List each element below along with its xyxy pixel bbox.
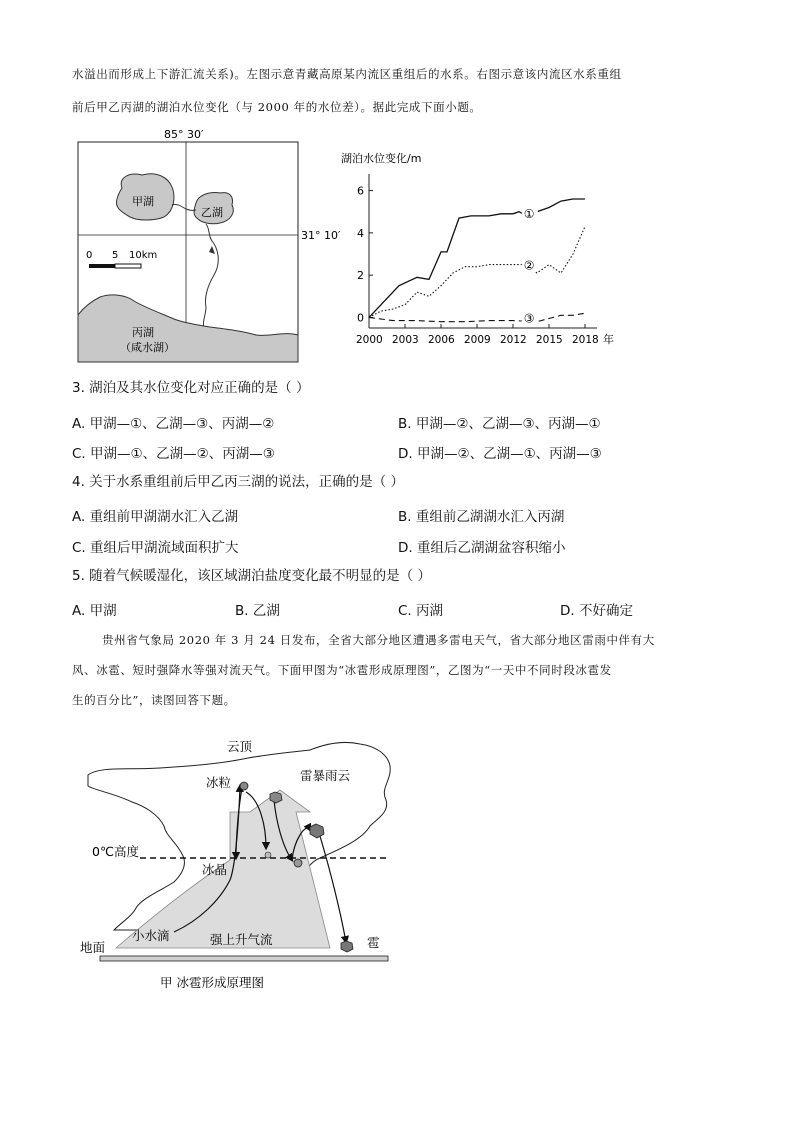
scale-0: 0: [86, 250, 93, 261]
lake-bing-note: （咸水湖）: [120, 341, 175, 354]
ground-label: 地面: [80, 940, 106, 955]
hailstone: [341, 941, 353, 952]
growing-hail-3: [310, 824, 324, 838]
ice-crystal-label: 冰晶: [202, 862, 228, 877]
q3-option-a[interactable]: A. 甲湖—①、乙湖—③、丙湖—②: [72, 416, 275, 432]
lake-bing: [78, 295, 298, 362]
river: [203, 224, 218, 329]
updraft-label: 强上升气流: [210, 932, 273, 947]
passage2-line-2: 风、冰雹、短时强降水等强对流天气。下面甲图为“冰雹形成原理图”，乙图为“一天中不同时段冰雹发: [72, 663, 612, 677]
hail-label: 雹: [367, 935, 380, 950]
series-line-1: [369, 199, 585, 317]
ice-pellet-particle: [240, 782, 248, 790]
q5-option-d[interactable]: D. 不好确定: [560, 603, 633, 619]
lake-bing-label: 丙湖: [132, 326, 154, 339]
diagram-caption: 甲 冰雹形成原理图: [160, 975, 264, 990]
lake-yi-label: 乙湖: [201, 206, 223, 219]
passage2-line-3: 生的百分比”，读图回答下题。: [72, 693, 236, 707]
jia-yi-channel: [172, 204, 196, 210]
y-tick-label-3: 6: [357, 184, 364, 198]
chart-title: 湖泊水位变化/m: [341, 152, 422, 165]
growing-hail-2: [294, 859, 302, 867]
series-label-3: ③: [523, 311, 535, 326]
x-tick-label-2: 2006: [428, 334, 455, 346]
scale-white: [115, 264, 141, 268]
q4-option-d[interactable]: D. 重组后乙湖湖盆容积缩小: [398, 540, 566, 556]
scale-10: 10km: [129, 250, 158, 261]
q4-option-b[interactable]: B. 重组前乙湖湖水汇入丙湖: [398, 509, 565, 525]
ground-bar: [100, 956, 388, 961]
q5-option-c[interactable]: C. 丙湖: [398, 603, 444, 619]
latitude-label: 31° 10′: [301, 229, 341, 242]
x-tick-label-4: 2012: [500, 334, 527, 346]
series-line-3: [369, 313, 585, 322]
intro-line-2: 前后甲乙丙湖的湖泊水位变化（与 2000 年的水位差）。据此完成下面小题。: [72, 100, 482, 114]
q5-option-b[interactable]: B. 乙湖: [235, 603, 280, 619]
passage2-line-1: 贵州省气象局 2020 年 3 月 24 日发布，全省大部分地区遭遇多雷电天气，省大部分地区雷雨中伴有大: [102, 633, 655, 647]
y-tick-label-0: 0: [357, 311, 364, 325]
scale-5: 5: [112, 250, 119, 261]
x-tick-label-0: 2000: [356, 334, 383, 346]
q5-option-a[interactable]: A. 甲湖: [72, 603, 117, 619]
longitude-label: 85° 30′: [164, 128, 204, 141]
q3-stem: 3. 湖泊及其水位变化对应正确的是（ ）: [72, 380, 310, 396]
river-arrow: [209, 246, 215, 254]
x-tick-label-3: 2009: [464, 334, 491, 346]
lake-jia-label: 甲湖: [132, 195, 154, 208]
q3-option-b[interactable]: B. 甲湖—②、乙湖—③、丙湖—①: [398, 416, 601, 432]
hail-formation-diagram: [70, 730, 410, 1000]
droplet-label: 小水滴: [132, 928, 170, 943]
chart-layer: [356, 174, 614, 346]
series-label-1: ①: [523, 206, 535, 221]
lake-map: [70, 125, 341, 370]
series-line-2: [369, 227, 585, 318]
x-unit-label: 年: [603, 333, 614, 346]
scale-bar: [86, 250, 157, 268]
y-tick-label-2: 4: [357, 226, 364, 240]
intro-line-1: 水溢出而形成上下游汇流关系)。左图示意青藏高原某内流区重组后的水系。右图示意该内流区水系重组: [72, 67, 622, 81]
y-tick-label-1: 2: [357, 269, 364, 283]
lake-level-chart: [335, 140, 625, 360]
q3-option-d[interactable]: D. 甲湖—②、乙湖—①、丙湖—③: [398, 446, 602, 462]
q4-option-c[interactable]: C. 重组后甲湖流域面积扩大: [72, 540, 239, 556]
x-tick-label-1: 2003: [392, 334, 419, 346]
ice-pellet-label: 冰粒: [206, 775, 232, 790]
q4-stem: 4. 关于水系重组前后甲乙丙三湖的说法，正确的是（ ）: [72, 474, 404, 490]
q4-option-a[interactable]: A. 重组前甲湖湖水汇入乙湖: [72, 509, 239, 525]
q3-option-c[interactable]: C. 甲湖—①、乙湖—②、丙湖—③: [72, 446, 275, 462]
x-tick-label-6: 2018: [572, 334, 599, 346]
scale-black: [89, 264, 115, 268]
x-tick-label-5: 2015: [536, 334, 563, 346]
series-label-2: ②: [523, 258, 535, 273]
cloud-name-label: 雷暴雨云: [300, 768, 351, 783]
cloud-top-label: 云顶: [227, 739, 253, 754]
small-ice-particle: [265, 852, 271, 858]
q5-stem: 5. 随着气候暖湿化，该区域湖泊盐度变化最不明显的是（ ）: [72, 568, 431, 584]
zero-height-label: 0℃高度: [92, 844, 139, 859]
